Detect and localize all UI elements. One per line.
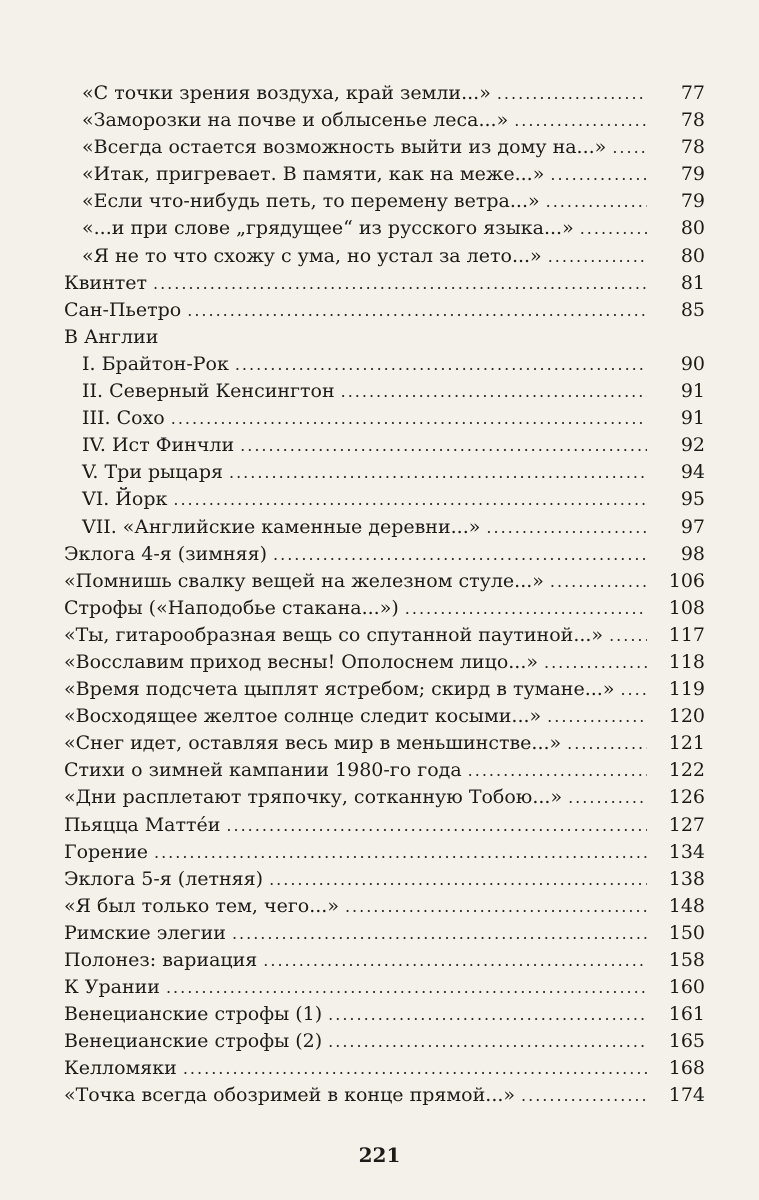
toc-entry-title: «Я был только тем, чего...» [64, 894, 339, 917]
toc-entry [0, 757, 759, 784]
dot-leader [486, 514, 647, 541]
toc-entry-page: 79 [680, 163, 705, 186]
toc-entry [0, 1001, 759, 1028]
dot-leader [154, 839, 647, 866]
toc-entry-page: 121 [668, 732, 705, 755]
dot-leader [183, 1055, 647, 1082]
toc-entry-title: Венецианские строфы (1) [64, 1003, 323, 1026]
toc-entry-title: Стихи о зимней кампании 1980-го года [64, 759, 462, 782]
toc-entry-page: 78 [680, 136, 705, 159]
toc-entry-page: 160 [668, 976, 705, 999]
toc-entry [0, 486, 759, 513]
toc-entry-page: 92 [680, 434, 705, 457]
dot-leader [269, 866, 647, 893]
toc-entry-title: «Я не то что схожу с ума, но устал за лето...» [82, 244, 542, 267]
toc-entry-page: 91 [680, 380, 705, 403]
toc-entry-title: «Восславим приход весны! Ополоснем лицо...» [64, 650, 538, 673]
toc-entry [0, 839, 759, 866]
toc-entry-title: «Помнишь свалку вещей на железном стуле...» [64, 569, 544, 592]
toc-entry-page: 78 [680, 109, 705, 132]
toc-entry-page: 80 [680, 217, 705, 240]
dot-leader [521, 1082, 647, 1109]
dot-leader [232, 920, 647, 947]
toc-entry [0, 703, 759, 730]
toc-entry-title: Горение [64, 840, 148, 863]
toc-entry-page: 127 [668, 813, 705, 836]
dot-leader [405, 595, 647, 622]
toc-entry [0, 812, 759, 839]
toc-entry [0, 947, 759, 974]
dot-leader [580, 215, 647, 242]
toc-entry-page: 108 [668, 596, 705, 619]
dot-leader [341, 378, 647, 405]
toc-entry [0, 622, 759, 649]
page-number-footer: 221 [358, 1143, 401, 1167]
toc-entry-title: Квинтет [64, 271, 147, 294]
dot-leader [240, 432, 647, 459]
dot-leader [173, 486, 647, 513]
toc-entry-page: 174 [668, 1084, 705, 1107]
toc-entry-title: «Итак, пригревает. В памяти, как на меже...» [82, 163, 545, 186]
toc-entry-page: 79 [680, 190, 705, 213]
dot-leader [544, 649, 647, 676]
toc-entry-title: К Урании [64, 976, 160, 999]
toc-entry-title: I. Брайтон-Рок [82, 352, 229, 375]
toc-entry-page: 150 [668, 921, 705, 944]
toc-entry-page: 122 [668, 759, 705, 782]
toc-entry [0, 866, 759, 893]
toc-entry-page: 77 [680, 82, 705, 104]
toc-entry-title: III. Сохо [82, 407, 165, 430]
toc-entry-title: IV. Ист Финчли [82, 434, 235, 457]
toc-entry [0, 595, 759, 622]
toc-entry-page: 165 [668, 1030, 705, 1053]
toc-entry-page: 91 [680, 407, 705, 430]
dot-leader [226, 812, 647, 839]
toc-entry-title: «Заморозки на почве и облысенье леса...» [82, 109, 509, 132]
toc-entry-page: 126 [668, 786, 705, 809]
toc-entry [0, 378, 759, 405]
dot-leader [166, 974, 647, 1001]
toc-entry-title: «Если что-нибудь петь, то перемену ветра...» [82, 190, 540, 213]
toc-entry [0, 161, 759, 188]
dot-leader [273, 541, 647, 568]
toc-entry-title: «Ты, гитарообразная вещь со спутанной паутиной...» [64, 623, 604, 646]
toc-entry-page: 118 [668, 650, 705, 673]
toc-entry-title: Келломяки [64, 1057, 177, 1080]
dot-leader [468, 757, 647, 784]
toc-entry-title: «С точки зрения воздуха, край земли...» [82, 82, 491, 104]
toc-entry [0, 459, 759, 486]
toc-entry [0, 920, 759, 947]
toc-entry [0, 1028, 759, 1055]
dot-leader [568, 784, 647, 811]
toc-entry-title: Венецианские строфы (2) [64, 1030, 323, 1053]
toc-entry [0, 893, 759, 920]
dot-leader [550, 568, 647, 595]
dot-leader [514, 107, 647, 134]
dot-leader [550, 161, 647, 188]
toc-entry-title: «...и при слове „грядущее“ из русского языка...» [82, 217, 574, 240]
dot-leader [609, 622, 647, 649]
toc-entry [0, 432, 759, 459]
toc-entry-title: Сан-Пьетро [64, 298, 182, 321]
toc-entry-page: 106 [668, 569, 705, 592]
toc-entry-page: 85 [680, 298, 705, 321]
toc-entry-page: 98 [680, 542, 705, 565]
dot-leader [235, 351, 647, 378]
dot-leader [546, 188, 647, 215]
toc-entry-page: 134 [668, 840, 705, 863]
dot-leader [567, 730, 647, 757]
dot-leader [263, 947, 647, 974]
table-of-contents [0, 80, 759, 1110]
toc-entry [0, 541, 759, 568]
toc-entry [0, 568, 759, 595]
toc-entry-page: 120 [668, 705, 705, 728]
dot-leader [548, 243, 647, 270]
toc-entry-title: Полонез: вариация [64, 949, 258, 971]
toc-entry [0, 134, 759, 161]
toc-entry-title: «Восходящее желтое солнце следит косыми...» [64, 705, 542, 728]
toc-entry [0, 297, 759, 324]
toc-entry-page: 119 [668, 678, 705, 701]
dot-leader [612, 134, 647, 161]
toc-entry-title: Пьяцца Маттéи [64, 813, 221, 836]
toc-entry-page: 161 [668, 1003, 705, 1026]
toc-entry-title: В Англии [64, 325, 159, 348]
toc-entry [0, 80, 759, 107]
toc-entry [0, 676, 759, 703]
toc-section-heading [0, 324, 759, 351]
toc-entry [0, 974, 759, 1001]
toc-entry-page: 94 [680, 461, 705, 484]
toc-entry [0, 1055, 759, 1082]
toc-entry-title: VII. «Английские каменные деревни...» [82, 515, 481, 538]
toc-entry-title: «Всегда остается возможность выйти из дому на...» [82, 136, 607, 159]
toc-entry-title: VI. Йорк [82, 488, 168, 511]
toc-entry [0, 243, 759, 270]
toc-entry [0, 1082, 759, 1109]
dot-leader [497, 80, 647, 107]
toc-entry-page: 168 [668, 1057, 705, 1080]
toc-entry-title: «Точка всегда обозримей в конце прямой...» [64, 1084, 516, 1107]
toc-entry [0, 215, 759, 242]
toc-entry [0, 784, 759, 811]
toc-entry-title: «Дни расплетают тряпочку, сотканную Тобою...» [64, 786, 563, 809]
toc-entry-title: Строфы («Наподобье стакана...») [64, 596, 399, 619]
toc-entry [0, 107, 759, 134]
toc-entry-title: II. Северный Кенсингтон [82, 380, 335, 403]
toc-entry-page: 80 [680, 244, 705, 267]
dot-leader [547, 703, 647, 730]
toc-entry-page: 117 [668, 623, 705, 646]
dot-leader [229, 459, 647, 486]
toc-entry-title: «Снег идет, оставляя весь мир в меньшинстве...» [64, 732, 562, 755]
toc-entry-title: Римские элегии [64, 921, 226, 944]
toc-entry [0, 649, 759, 676]
toc-entry-page: 81 [680, 271, 705, 294]
toc-entry-page: 95 [680, 488, 705, 511]
toc-entry [0, 514, 759, 541]
dot-leader [171, 405, 647, 432]
toc-entry [0, 270, 759, 297]
toc-entry [0, 351, 759, 378]
dot-leader [153, 270, 647, 297]
toc-entry-title: «Время подсчета цыплят ястребом; скирд в тумане...» [64, 678, 615, 701]
dot-leader [345, 893, 647, 920]
dot-leader [328, 1001, 647, 1028]
dot-leader [187, 297, 647, 324]
dot-leader [620, 676, 647, 703]
toc-entry-page: 158 [668, 949, 705, 971]
dot-leader [328, 1028, 647, 1055]
toc-entry [0, 405, 759, 432]
toc-entry [0, 730, 759, 757]
toc-entry-page: 148 [668, 894, 705, 917]
toc-entry-page: 97 [680, 515, 705, 538]
toc-entry-title: Эклога 4-я (зимняя) [64, 542, 268, 565]
toc-entry [0, 188, 759, 215]
toc-entry-title: V. Три рыцаря [82, 461, 223, 484]
toc-entry-page: 138 [668, 867, 705, 890]
toc-entry-title: Эклога 5-я (летняя) [64, 867, 264, 890]
toc-entry-page: 90 [680, 352, 705, 375]
